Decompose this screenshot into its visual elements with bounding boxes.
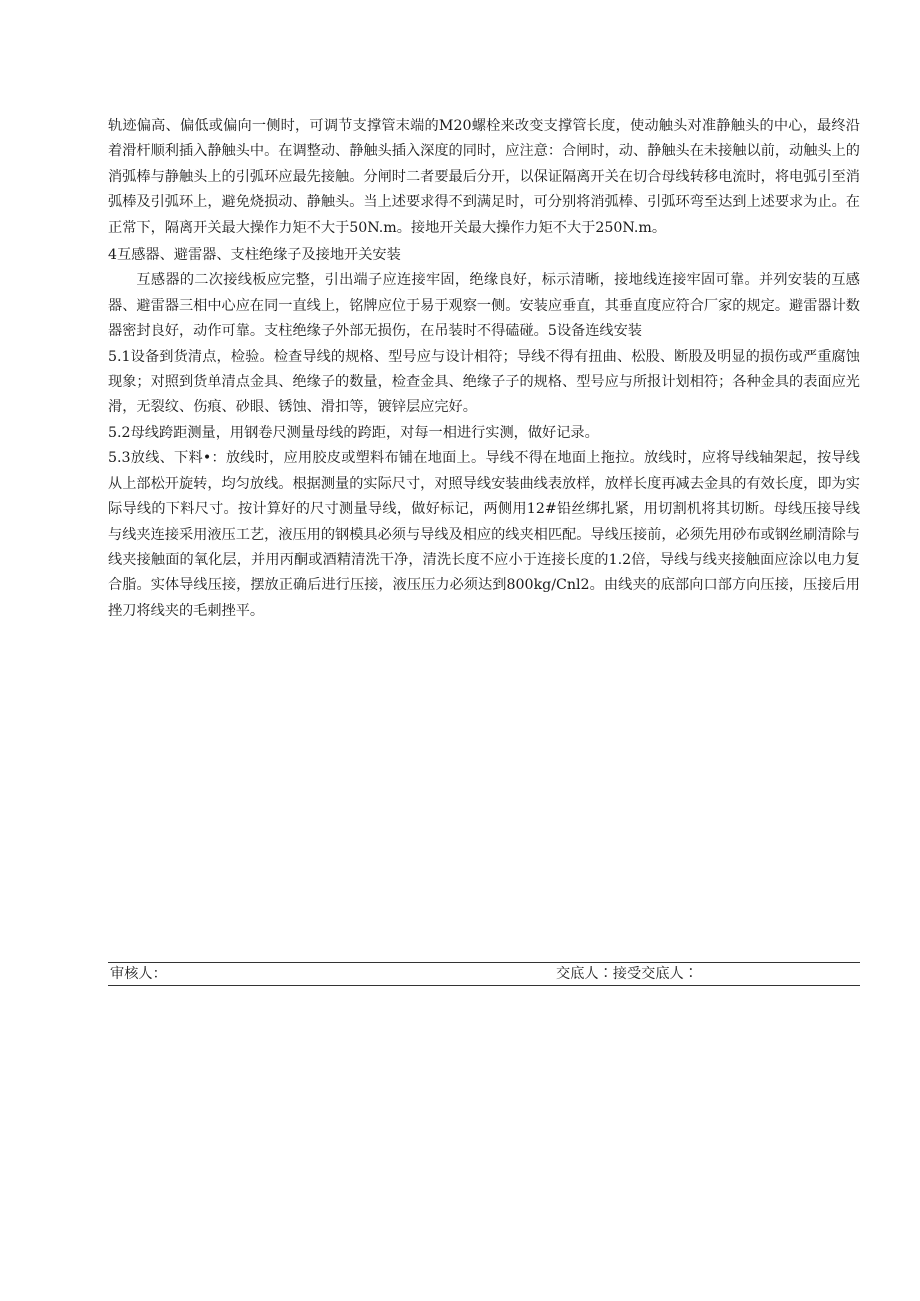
paragraph-disconnector-adjustment: 轨迹偏高、偏低或偏向一侧时，可调节支撑管末端的M20螺栓来改变支撑管长度，使动触头对准静触头的中心，最终沿着滑杆顺利插入静触头中。在调整动、静触头插入深度的同时，应注意：合闸时，动、静触头在未接触以前，动触头上的消弧棒与静触头上的引弧环应最先接触。分闸时二者要最后分开，以保证隔离开关在切合母线转移电流时，将电弧引至消弧棒及引弧环上，避免烧损动、静触头。当上述要求得不到满足时，可分别将消弧棒、引弧环弯至达到上述要求为止。在正常下，隔离开关最大操作力矩不大于50N.m。接地开关最大操作力矩不大于250N.m。 <box>108 118 860 236</box>
signature-row <box>108 962 860 986</box>
document-body <box>108 114 860 624</box>
paragraph-5-3: 5.3放线、下料•：放线时，应用胶皮或塑料布铺在地面上。导线不得在地面上拖拉。放线时，应将导线轴架起，按导线从上部松开旋转，均匀放线。根据测量的实际尺寸，对照导线安装曲线表放样，放样长度再减去金具的有效长度，即为实际导线的下料尺寸。按计算好的尺寸测量导线，做好标记，两侧用12#铅丝绑扎紧，用切割机将其切断。母线压接导线与线夹连接采用液压工艺，液压用的钢模具必须与导线及相应的线夹相匹配。导线压接前，必须先用砂布或钢丝刷清除与线夹接触面的氧化层，并用丙酮或酒精清洗干净，清洗长度不应小于连接长度的1.2倍，导线与线夹接触面应涂以电力复合脂。实体导线压接，摆放正确后进行压接，液压压力必须达到800kg∕Cnl2。由线夹的底部向口部方向压接，压接后用挫刀将线夹的毛刺挫平。 <box>108 450 860 619</box>
paragraph-5-2: 5.2母线跨距测量，用钢卷尺测量母线的跨距，对每一相进行实测，做好记录。 <box>108 424 599 441</box>
paragraph-5-1: 5.1设备到货清点，检验。检查导线的规格、型号应与设计相符；导线不得有扭曲、松股、断股及明显的损伤或严重腐蚀现象；对照到货单清点金具、绝缘子的数量，检查金具、绝缘子子的规格、型号应与所报计划相符；各种金具的表面应光滑，无裂纹、伤痕、砂眼、锈蚀、滑扣等，镀锌层应完好。 <box>108 348 860 416</box>
reviewer-label: 审核人： <box>110 966 167 982</box>
handover-label: 交底人∶接受交底人∶ <box>556 966 698 982</box>
section-heading-4: 4互感器、避雷器、支柱绝缘子及接地开关安装 <box>108 247 401 264</box>
paragraph-transformer-install: 互感器的二次接线板应完整，引出端子应连接牢固，绝缘良好，标示清晰，接地线连接牢固可靠。并列安装的互感器、避雷器三相中心应在同一直线上，铭牌应位于易于观察一侧。安装应垂直，其垂直度应符合厂家的规定。避雷器计数器密封良好，动作可靠。支柱绝缘子外部无损伤，在吊装时不得磕碰。5设备连线安装 <box>108 272 860 340</box>
